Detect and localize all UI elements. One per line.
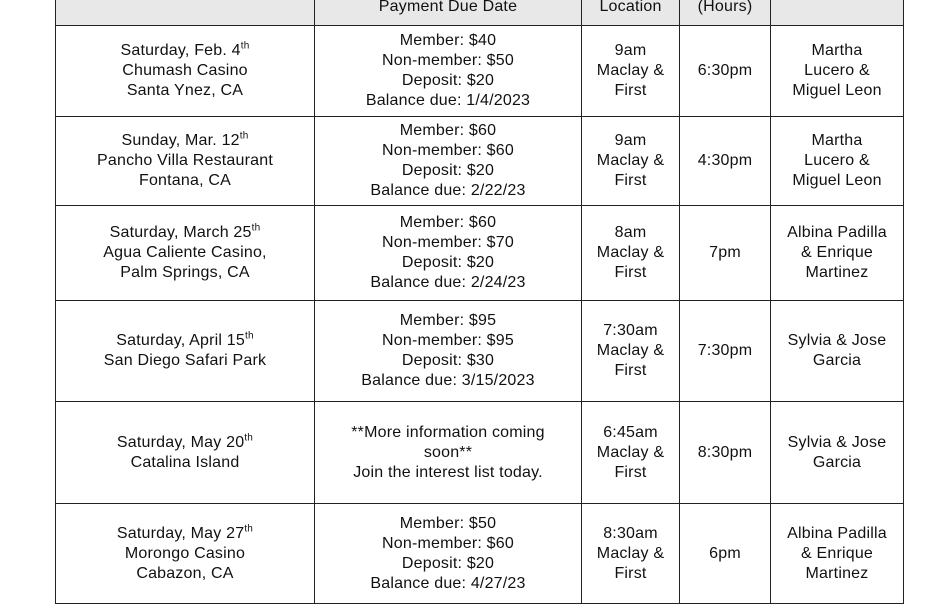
hosts-cell-line: Albina Padilla <box>787 524 887 542</box>
hosts-cell-line: Lucero & <box>804 152 870 169</box>
event-date-suffix: th <box>244 432 254 444</box>
departure-cell-line: First <box>614 463 647 481</box>
event-cell <box>56 26 315 117</box>
event-date-text: Saturday, Feb. 4 <box>120 42 241 59</box>
header-hosts <box>771 0 904 26</box>
event-date-text: Saturday, May 27 <box>116 524 245 542</box>
payment-cell-line: Balance due: 1/4/2023 <box>365 92 531 109</box>
hosts-cell-line: Miguel Leon <box>792 172 882 189</box>
return-time-cell: 8:30pm <box>680 402 771 504</box>
table-row <box>56 504 904 604</box>
event-date <box>60 223 310 243</box>
hosts-cell <box>771 206 904 301</box>
departure-cell-line: Maclay & <box>596 443 665 461</box>
event-date-text: Sunday, Mar. 12 <box>121 132 240 149</box>
payment-cell-line: Balance due: 2/24/23 <box>370 274 526 291</box>
departure-cell <box>582 206 680 301</box>
departure-cell-line: Maclay & <box>596 62 665 79</box>
event-cell <box>56 117 315 206</box>
hosts-cell-line: Sylvia & Jose <box>787 433 887 451</box>
table-row <box>56 206 904 301</box>
departure-cell-line: 8am <box>614 224 647 241</box>
departure-cell-line: 6:45am <box>603 423 658 441</box>
hosts-cell-line: Garcia <box>812 352 862 369</box>
event-venue-line: Palm Springs, CA <box>120 264 250 281</box>
hosts-cell-line: Garcia <box>812 453 862 471</box>
payment-cell-line: Non-member: $50 <box>382 52 514 69</box>
hosts-cell-line: Albina Padilla <box>787 224 887 241</box>
header-location: Location <box>582 0 680 26</box>
payment-cell-line: Non-member: $60 <box>382 142 514 159</box>
payment-cell-line: Member: $60 <box>399 122 497 139</box>
return-time-cell: 7:30pm <box>680 301 771 402</box>
table-header-row <box>56 0 904 26</box>
event-date-text: Saturday, March 25 <box>109 224 252 241</box>
departure-cell-line: First <box>614 564 647 582</box>
payment-cell-line: Join the interest list today. <box>353 463 543 481</box>
payment-cell-line: Deposit: $20 <box>401 72 495 89</box>
event-cell <box>56 402 315 504</box>
payment-cell <box>315 402 582 504</box>
event-date <box>60 524 310 544</box>
hosts-cell-line: Lucero & <box>804 62 870 79</box>
event-date-suffix: th <box>244 330 254 342</box>
event-venue-line: San Diego Safari Park <box>103 352 267 369</box>
departure-cell-line: 9am <box>614 42 647 59</box>
event-venue-line: Pancho Villa Restaurant <box>97 152 273 169</box>
hosts-cell <box>771 301 904 402</box>
table-row <box>56 301 904 402</box>
payment-cell <box>315 26 582 117</box>
hosts-cell-line: & Enrique <box>800 544 874 562</box>
payment-cell-line: Deposit: $20 <box>401 162 495 179</box>
event-cell <box>56 206 315 301</box>
departure-cell-line: First <box>614 264 647 281</box>
payment-cell-line: Member: $40 <box>399 32 497 49</box>
departure-cell <box>582 402 680 504</box>
event-date-suffix: th <box>239 130 249 142</box>
departure-cell <box>582 26 680 117</box>
return-time-cell: 7pm <box>680 206 771 301</box>
event-date-suffix: th <box>240 40 250 52</box>
event-venue-line: Morongo Casino <box>124 544 246 562</box>
hosts-cell <box>771 26 904 117</box>
payment-cell <box>315 301 582 402</box>
hosts-cell-line: & Enrique <box>800 244 874 261</box>
payment-cell-line: Non-member: $95 <box>382 332 514 349</box>
payment-cell <box>315 504 582 604</box>
departure-cell <box>582 301 680 402</box>
event-date-suffix: th <box>251 222 261 234</box>
event-date-text: Saturday, April 15 <box>116 332 245 349</box>
event-cell <box>56 504 315 604</box>
departure-cell-line: First <box>614 362 647 379</box>
payment-cell-line: Deposit: $20 <box>401 554 495 572</box>
payment-cell-line: soon** <box>423 443 473 461</box>
payment-cell-line: Deposit: $20 <box>401 254 495 271</box>
return-time-cell: 6:30pm <box>680 26 771 117</box>
payment-cell-line: Member: $60 <box>399 214 497 231</box>
table-row <box>56 402 904 504</box>
hosts-cell-line: Martinez <box>805 564 869 582</box>
payment-cell-line: Member: $50 <box>399 514 497 532</box>
departure-cell-line: Maclay & <box>596 544 665 562</box>
event-date <box>60 331 310 351</box>
payment-cell <box>315 117 582 206</box>
hosts-cell-line: Sylvia & Jose <box>787 332 887 349</box>
hosts-cell-line: Martinez <box>805 264 869 281</box>
return-time-cell: 4:30pm <box>680 117 771 206</box>
payment-cell-line: Member: $95 <box>399 312 497 329</box>
header-event <box>56 0 315 26</box>
event-venue-line: Cabazon, CA <box>136 564 234 582</box>
event-venue-line: Catalina Island <box>130 453 240 471</box>
departure-cell-line: Maclay & <box>596 342 665 359</box>
event-date-suffix: th <box>244 523 254 535</box>
event-date <box>60 41 310 61</box>
event-venue-line: Santa Ynez, CA <box>126 82 244 99</box>
payment-cell-line: Balance due: 3/15/2023 <box>361 372 535 389</box>
event-venue-line: Agua Caliente Casino, <box>103 244 267 261</box>
payment-cell <box>315 206 582 301</box>
event-date <box>60 433 310 453</box>
event-cell <box>56 301 315 402</box>
table-row <box>56 26 904 117</box>
departure-cell-line: Maclay & <box>596 244 665 261</box>
departure-cell-line: First <box>614 82 647 99</box>
payment-cell-line: Balance due: 2/22/23 <box>370 182 526 199</box>
payment-cell-line: Deposit: $30 <box>401 352 495 369</box>
hosts-cell-line: Martha <box>811 132 863 149</box>
hosts-cell <box>771 504 904 604</box>
departure-cell <box>582 117 680 206</box>
departure-cell-line: 8:30am <box>603 524 658 542</box>
departure-cell <box>582 504 680 604</box>
event-date-text: Saturday, May 20 <box>116 433 245 451</box>
payment-cell-line: **More information coming <box>351 423 545 441</box>
hosts-cell-line: Miguel Leon <box>792 82 882 99</box>
departure-cell-line: Maclay & <box>596 152 665 169</box>
departure-cell-line: 9am <box>614 132 647 149</box>
departure-cell-line: 7:30am <box>603 322 658 339</box>
payment-cell-line: Non-member: $70 <box>382 234 514 251</box>
hosts-cell-line: Martha <box>811 42 863 59</box>
return-time-cell: 6pm <box>680 504 771 604</box>
event-venue-line: Fontana, CA <box>138 172 232 189</box>
payment-cell-line: Non-member: $60 <box>382 534 514 552</box>
hosts-cell <box>771 117 904 206</box>
header-return-hours: (Hours) <box>680 0 771 26</box>
trip-schedule-table <box>55 0 904 604</box>
hosts-cell <box>771 402 904 504</box>
event-date <box>60 131 310 151</box>
payment-cell-line: Balance due: 4/27/23 <box>370 574 526 592</box>
table-row <box>56 117 904 206</box>
event-venue-line: Chumash Casino <box>122 62 248 79</box>
departure-cell-line: First <box>614 172 647 189</box>
header-payment-due-date: Payment Due Date <box>315 0 582 26</box>
